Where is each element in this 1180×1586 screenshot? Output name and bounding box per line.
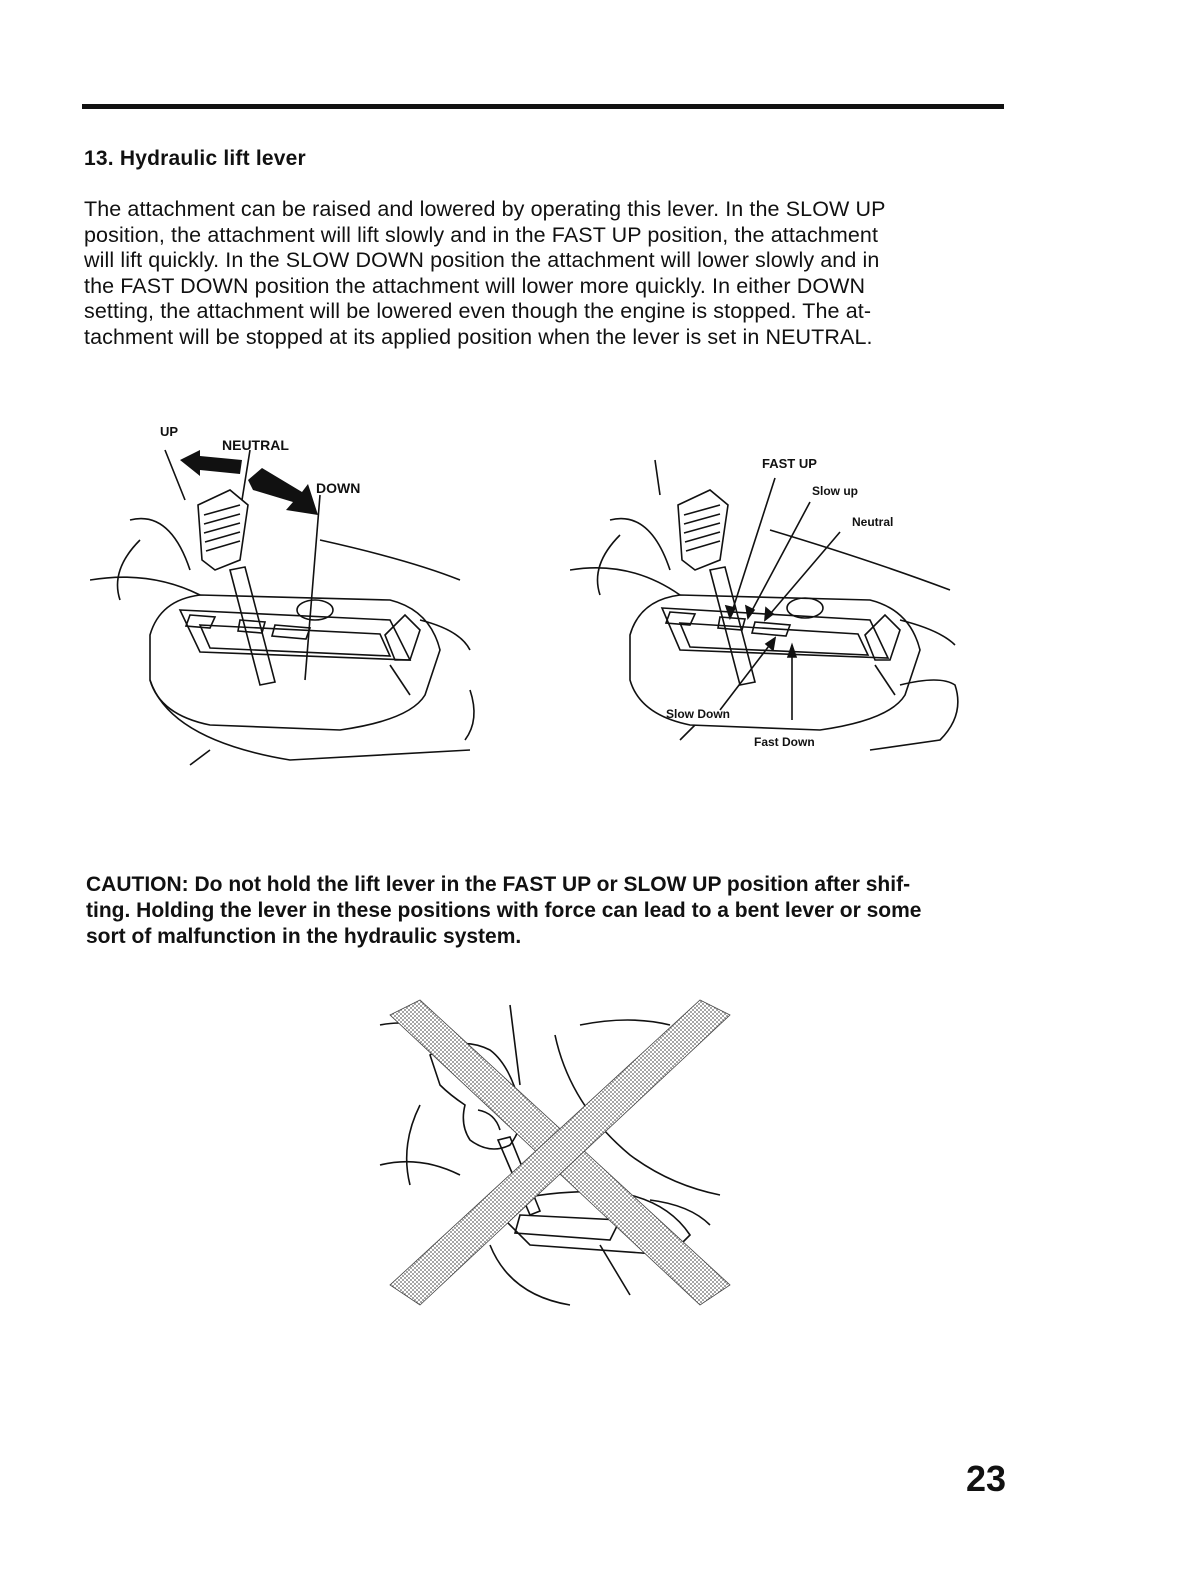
label-neutral: NEUTRAL [222,437,289,453]
body-line: The attachment can be raised and lowered by operating this lever. In the SLOW UP [84,197,886,221]
body-line: the FAST DOWN position the attachment will lower more quickly. In either DOWN [84,273,866,298]
lever-illustration-left [90,420,490,770]
page-number: 23 [966,1458,1007,1499]
body-line: will lift quickly. In the SLOW DOWN position the attachment will lower slowly and in [84,248,880,272]
section-body [84,197,1004,350]
lever-illustration-right [570,440,970,770]
label-down: DOWN [316,480,361,496]
label-fast-up: FAST UP [762,456,817,471]
label-neutral-position: Neutral [852,515,894,529]
lift-lever-figure-left [90,420,490,770]
body-line: position, the attachment will lift slowly and in the FAST UP position, the attachment [84,222,879,247]
body-line: tachment will be stopped at its applied position when the lever is set in NEUTRAL. [84,324,873,349]
label-fast-down: Fast Down [754,735,815,749]
label-up: UP [160,424,179,439]
caution-line: sort of malfunction in the hydraulic system. [86,925,522,948]
incorrect-usage-figure [370,995,750,1315]
body-line: setting, the attachment will be lowered even though the engine is stopped. The at- [84,299,872,323]
header-rule [82,104,1004,109]
caution-line: ting. Holding the lever in these positions with force can lead to a bent lever or some [86,899,922,922]
label-slow-up: Slow up [812,484,858,498]
section-heading: 13. Hydraulic lift lever [84,147,306,170]
caution-line: CAUTION: Do not hold the lift lever in the FAST UP or SLOW UP position after shif- [86,873,911,896]
caution-note [86,872,1016,950]
hand-on-lever-illustration [370,995,750,1315]
lift-lever-figure-right [570,440,970,770]
label-slow-down: Slow Down [666,707,730,721]
